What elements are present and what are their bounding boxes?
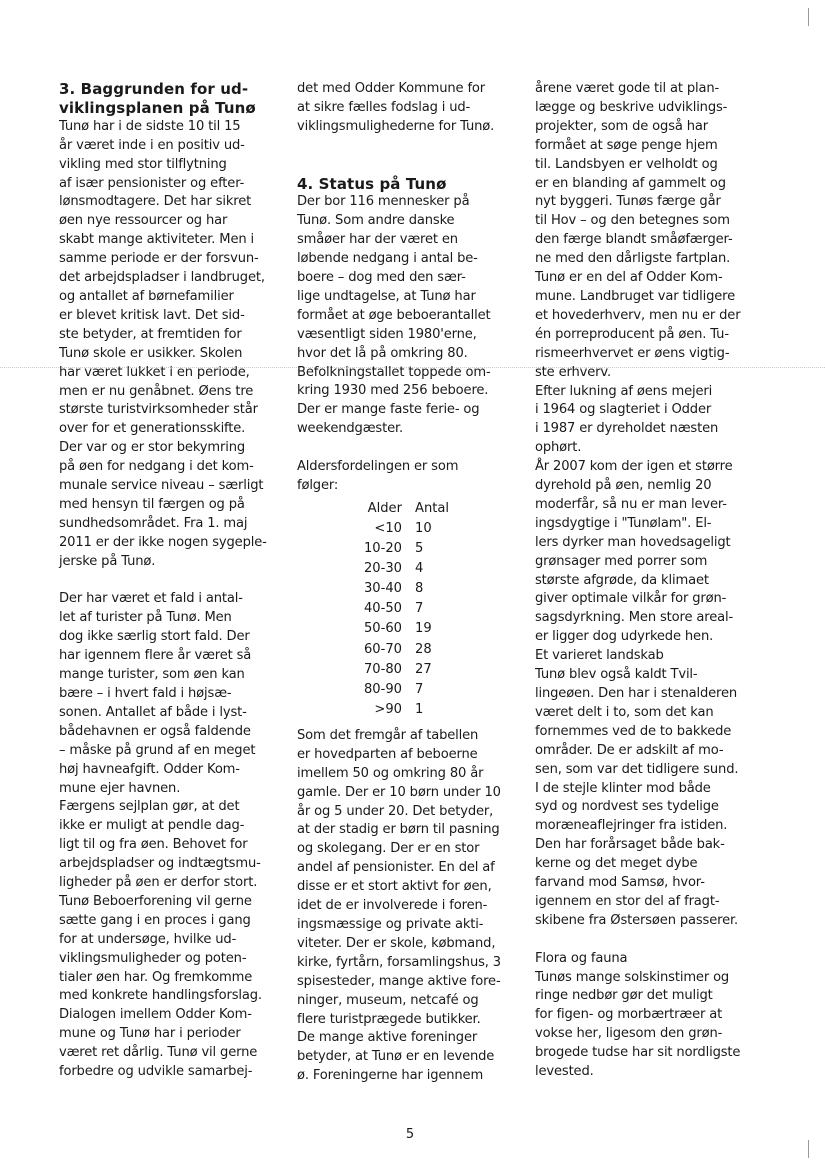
text-line: viklingsmuligheder og poten- — [59, 950, 247, 966]
text-line: spisesteder, mange aktive fore- — [297, 973, 501, 989]
text-line: formået at øge beboerantallet — [297, 307, 491, 323]
text-line: Befolkningstallet toppede om- — [297, 364, 491, 380]
age-table-body — [297, 519, 519, 720]
text-line: lers dyrker man hovedsageligt — [535, 534, 731, 550]
text-line: væsentligt siden 1980'erne, — [297, 326, 477, 342]
text-line: årene været gode til at plan- — [535, 81, 720, 96]
text-line: betyder, at Tunø er en levende — [297, 1049, 495, 1065]
text-line: mune og Tunø har i perioder — [59, 1026, 241, 1042]
text-line: men er nu genåbnet. Øens tre — [59, 383, 254, 399]
text-line: følger: — [297, 477, 339, 493]
text-line: er en blanding af gammelt og — [535, 175, 726, 191]
text-line: har været lukket i en periode, — [59, 364, 250, 380]
text-line: sen, som var det tidligere sund. — [535, 761, 739, 777]
text-line: ophørt. — [535, 440, 582, 456]
text-line: er ligger dog udyrkede hen. — [535, 629, 714, 645]
blank-line — [535, 931, 767, 950]
text-line: ringe nedbør gør det muligt — [535, 988, 713, 1004]
text-line: sundhedsområdet. Fra 1. maj — [59, 515, 248, 531]
text-line: én porreproducent på øen. Tu- — [535, 326, 729, 342]
text-line: let af turister på Tunø. Men — [59, 610, 232, 626]
text-line: Et varieret landskab — [535, 648, 664, 664]
text-line: År 2007 kom der igen et større — [535, 459, 733, 475]
count-cell: 1 — [415, 701, 424, 717]
count-cell: 4 — [415, 561, 424, 577]
text-line: kring 1930 med 256 beboere. — [297, 383, 489, 399]
text-line: moræneaflejringer fra istiden. — [535, 818, 728, 834]
text-line: tialer øen har. Og fremkomme — [59, 969, 253, 985]
age-header: Alder — [367, 500, 402, 516]
text-line: gamle. Der er 10 børn under 10 — [297, 784, 501, 800]
text-line: øen nye ressourcer og har — [59, 213, 228, 229]
text-line: til Hov – og den betegnes som — [535, 213, 730, 229]
text-line: til. Landsbyen er velholdt og — [535, 156, 718, 172]
text-line: største afgrøde, da klimaet — [535, 572, 709, 588]
text-line: De mange aktive foreninger — [297, 1030, 478, 1046]
text-line: ingsmæssige og private akti- — [297, 916, 484, 932]
text-column-3 — [535, 80, 767, 1082]
count-cell: 7 — [415, 681, 424, 697]
text-line: er blevet kritisk lavt. Det sid- — [59, 307, 245, 323]
section-heading: viklingsplanen på Tunø — [59, 98, 256, 117]
text-line: – måske på grund af en meget — [59, 742, 256, 758]
text-line: Tunøs mange solskinstimer og — [535, 969, 730, 985]
text-line: er hovedparten af beboerne — [297, 746, 478, 762]
text-line: lægge og beskrive udviklings- — [535, 99, 728, 115]
text-line: vokse her, ligesom den grøn- — [535, 1026, 723, 1042]
text-line: munale service niveau – særligt — [59, 478, 264, 494]
page-number: 5 — [405, 1127, 415, 1142]
text-line: dog ikke særlig stort fald. Der — [59, 629, 250, 645]
text-line: flere turistprægede butikker. — [297, 1011, 481, 1027]
text-line: Der var og er stor bekymring — [59, 440, 246, 456]
text-line: lingeøen. Den har i stenalderen — [535, 686, 738, 701]
text-line: for figen- og morbærtræer at — [535, 1007, 723, 1023]
age-table-row — [297, 680, 519, 700]
text-line: over for et generationsskifte. — [59, 421, 246, 437]
text-line: idet de er involverede i foren- — [297, 898, 488, 914]
text-line: giver optimale vilkår for grøn- — [535, 591, 727, 607]
text-line: viklingsmulighederne for Tunø. — [297, 118, 495, 134]
text-line: Der er mange faste ferie- og — [297, 402, 480, 418]
text-line: et hovederhverv, men nu er der — [535, 307, 741, 323]
text-line: grønsager med porrer som — [535, 553, 708, 569]
scan-edge-mark — [808, 8, 809, 26]
text-line: nyt byggeri. Tunøs færge går — [535, 194, 721, 210]
text-line: ne med den dårligste fartplan. — [535, 251, 731, 267]
text-line: høj havneafgift. Odder Kom- — [59, 761, 240, 777]
text-line: Flora og fauna — [535, 950, 628, 966]
text-line: af især pensionister og efter- — [59, 175, 245, 191]
text-line: områder. De er adskilt af mo- — [535, 742, 724, 758]
text-line: for at undersøge, hvilke ud- — [59, 931, 237, 947]
text-line: Færgens sejlplan gør, at det — [59, 799, 240, 815]
text-line: ikke er muligt at pendle dag- — [59, 818, 245, 834]
text-line: Tunø blev også kaldt Tvil- — [535, 667, 698, 683]
age-table-row — [297, 700, 519, 720]
text-line: hvor det lå på omkring 80. — [297, 345, 468, 361]
text-line: samme periode er der forsvun- — [59, 251, 259, 267]
text-line: rismeerhvervet er øens vigtig- — [535, 345, 730, 361]
text-line: og skolegang. Der er en stor — [297, 841, 480, 857]
age-table-row — [297, 599, 519, 619]
text-line: viteter. Der er skole, købmand, — [297, 935, 496, 951]
age-cell: 40-50 — [363, 601, 402, 617]
text-line: weekendgæster. — [297, 421, 404, 437]
text-line: fornemmes ved de to bakkede — [535, 723, 732, 739]
text-line: ninger, museum, netcafé og — [297, 992, 479, 1008]
text-line: det med Odder Kommune for — [297, 81, 486, 96]
text-line: største turistvirksomheder står — [59, 402, 258, 418]
text-line: at sikre fælles fodslag i ud- — [297, 99, 471, 115]
age-cell: 10-20 — [363, 541, 402, 557]
text-line: syd og nordvest ses tydelige — [535, 799, 719, 815]
text-line: år været inde i en positiv ud- — [59, 137, 245, 153]
text-line: været ret dårlig. Tunø vil gerne — [59, 1045, 258, 1061]
text-line: 2011 er der ikke nogen sygeple- — [59, 534, 267, 550]
text-line: Der bor 116 mennesker på — [297, 194, 470, 210]
age-cell: 80-90 — [363, 681, 402, 697]
text-line: Tunø. Som andre danske — [297, 213, 455, 229]
age-cell: 60-70 — [363, 641, 402, 657]
text-line: med konkrete handlingsforslag. — [59, 988, 262, 1004]
text-line: imellem 50 og omkring 80 år — [297, 765, 484, 781]
count-cell: 8 — [415, 581, 424, 597]
text-line: moderfår, så nu er man lever- — [535, 496, 727, 512]
text-line: forbedre og udvikle samarbej- — [59, 1064, 253, 1080]
column-2-top-text — [297, 80, 519, 496]
text-line: disse er et stort aktivt for øen, — [297, 879, 492, 895]
age-table-row — [297, 619, 519, 639]
blank-line — [297, 137, 519, 156]
text-line: boere – dog med den sær- — [297, 270, 466, 286]
text-line: arbejdspladser og indtægtsmu- — [59, 856, 261, 872]
text-line: projekter, som de også har — [535, 118, 709, 134]
age-table-row — [297, 559, 519, 579]
text-line: lige undtagelse, at Tunø har — [297, 288, 476, 304]
text-line: og antallet af børnefamilier — [59, 288, 234, 304]
scan-edge-mark-bottom — [808, 1140, 809, 1158]
age-table-header — [297, 499, 519, 519]
age-cell: 30-40 — [363, 581, 402, 597]
age-cell: 50-60 — [363, 621, 402, 637]
age-table-row — [297, 539, 519, 559]
age-cell: >90 — [374, 701, 402, 717]
text-line: ste erhverv. — [535, 364, 611, 380]
age-table-row — [297, 640, 519, 660]
text-line: ligt til og fra øen. Behovet for — [59, 837, 248, 853]
text-line: dyrehold på øen, nemlig 20 — [535, 478, 712, 494]
text-line: mange turister, som øen kan — [59, 667, 245, 683]
text-line: lønsmodtagere. Det har sikret — [59, 194, 252, 210]
text-line: sætte gang i en proces i gang — [59, 912, 251, 928]
text-line: år og 5 under 20. Det betyder, — [297, 803, 494, 819]
count-cell: 10 — [415, 520, 432, 536]
text-line: at der stadig er børn til pasning — [297, 822, 500, 838]
text-line: sonen. Antallet af både i lyst- — [59, 704, 247, 720]
text-line: formået at søge penge hjem — [535, 137, 718, 153]
text-line: Aldersfordelingen er som — [297, 459, 459, 475]
count-cell: 28 — [415, 641, 432, 657]
text-line: har igennem flere år været så — [59, 648, 252, 664]
text-line: brogede tudse har sit nordligste — [535, 1045, 741, 1061]
text-line: mune ejer havnen. — [59, 780, 181, 796]
text-line: sagsdyrkning. Men store areal- — [535, 610, 734, 626]
count-cell: 27 — [415, 661, 432, 677]
age-cell: <10 — [374, 520, 402, 536]
text-line: bære – i hvert fald i højsæ- — [59, 685, 232, 701]
age-distribution-table — [297, 499, 519, 720]
column-2-bottom-text — [297, 727, 519, 1086]
count-cell: 19 — [415, 621, 432, 637]
count-cell: 7 — [415, 601, 424, 617]
text-line: vikling med stor tilflytning — [59, 156, 227, 172]
text-line: Som det fremgår af tabellen — [297, 727, 479, 743]
count-header: Antal — [415, 500, 450, 516]
text-line: ste betyder, at fremtiden for — [59, 326, 242, 342]
blank-line — [59, 572, 281, 591]
text-line: jerske på Tunø. — [59, 553, 156, 569]
text-line: på øen for nedgang i det kom- — [59, 459, 254, 475]
text-line: Tunø Beboerforening vil gerne — [59, 893, 252, 909]
text-line: det arbejdspladser i landbruget, — [59, 270, 265, 286]
text-line: Efter lukning af øens mejeri — [535, 383, 713, 399]
text-line: med hensyn til færgen og på — [59, 496, 245, 512]
text-line: ø. Foreningerne har igennem — [297, 1068, 484, 1084]
text-column-1 — [59, 80, 281, 1082]
text-line: Den har forårsaget både bak- — [535, 837, 725, 853]
text-line: mune. Landbruget var tidligere — [535, 288, 736, 304]
text-line: ingsdygtige i "Tunølam". El- — [535, 515, 712, 531]
text-line: farvand mod Samsø, hvor- — [535, 875, 705, 891]
text-line: ligheder på øen er derfor stort. — [59, 875, 258, 891]
text-line: bådehavnen er også faldende — [59, 723, 251, 739]
count-cell: 5 — [415, 541, 424, 557]
age-cell: 70-80 — [363, 661, 402, 677]
text-line: Tunø skole er usikker. Skolen — [59, 345, 243, 361]
section-heading: 3. Baggrunden for ud- — [59, 80, 249, 98]
age-table-row — [297, 579, 519, 599]
text-line: Tunø har i de sidste 10 til 15 — [59, 118, 241, 134]
blank-line — [297, 439, 519, 458]
text-line: I de stejle klinter mod både — [535, 780, 711, 796]
text-line: Der har været et fald i antal- — [59, 591, 243, 607]
text-line: Dialogen imellem Odder Kom- — [59, 1007, 252, 1023]
text-line: skabt mange aktiviteter. Men i — [59, 232, 255, 248]
text-line: skibene fra Østersøen passerer. — [535, 912, 739, 928]
text-line: levested. — [535, 1064, 594, 1080]
text-line: løbende nedgang i antal be- — [297, 251, 478, 267]
text-line: andel af pensionister. En del af — [297, 860, 495, 876]
age-cell: 20-30 — [363, 561, 402, 577]
text-line: kirke, fyrtårn, forsamlingshus, 3 — [297, 954, 501, 970]
age-table-row — [297, 519, 519, 539]
age-table-row — [297, 660, 519, 680]
text-line: den færge blandt småøfærger- — [535, 232, 733, 248]
blank-line — [297, 156, 519, 175]
text-column-2 — [297, 80, 519, 1086]
text-line: i 1987 er dyreholdet næsten — [535, 421, 719, 437]
text-line: været delt i to, som det kan — [535, 704, 714, 720]
section-heading: 4. Status på Tunø — [297, 174, 447, 193]
text-line: i 1964 og slagteriet i Odder — [535, 402, 712, 418]
text-line: Tunø er en del af Odder Kom- — [535, 270, 723, 286]
text-line: igennem en stor del af fragt- — [535, 893, 720, 909]
text-line: kerne og det meget dybe — [535, 856, 698, 872]
text-line: småøer har der været en — [297, 232, 458, 248]
